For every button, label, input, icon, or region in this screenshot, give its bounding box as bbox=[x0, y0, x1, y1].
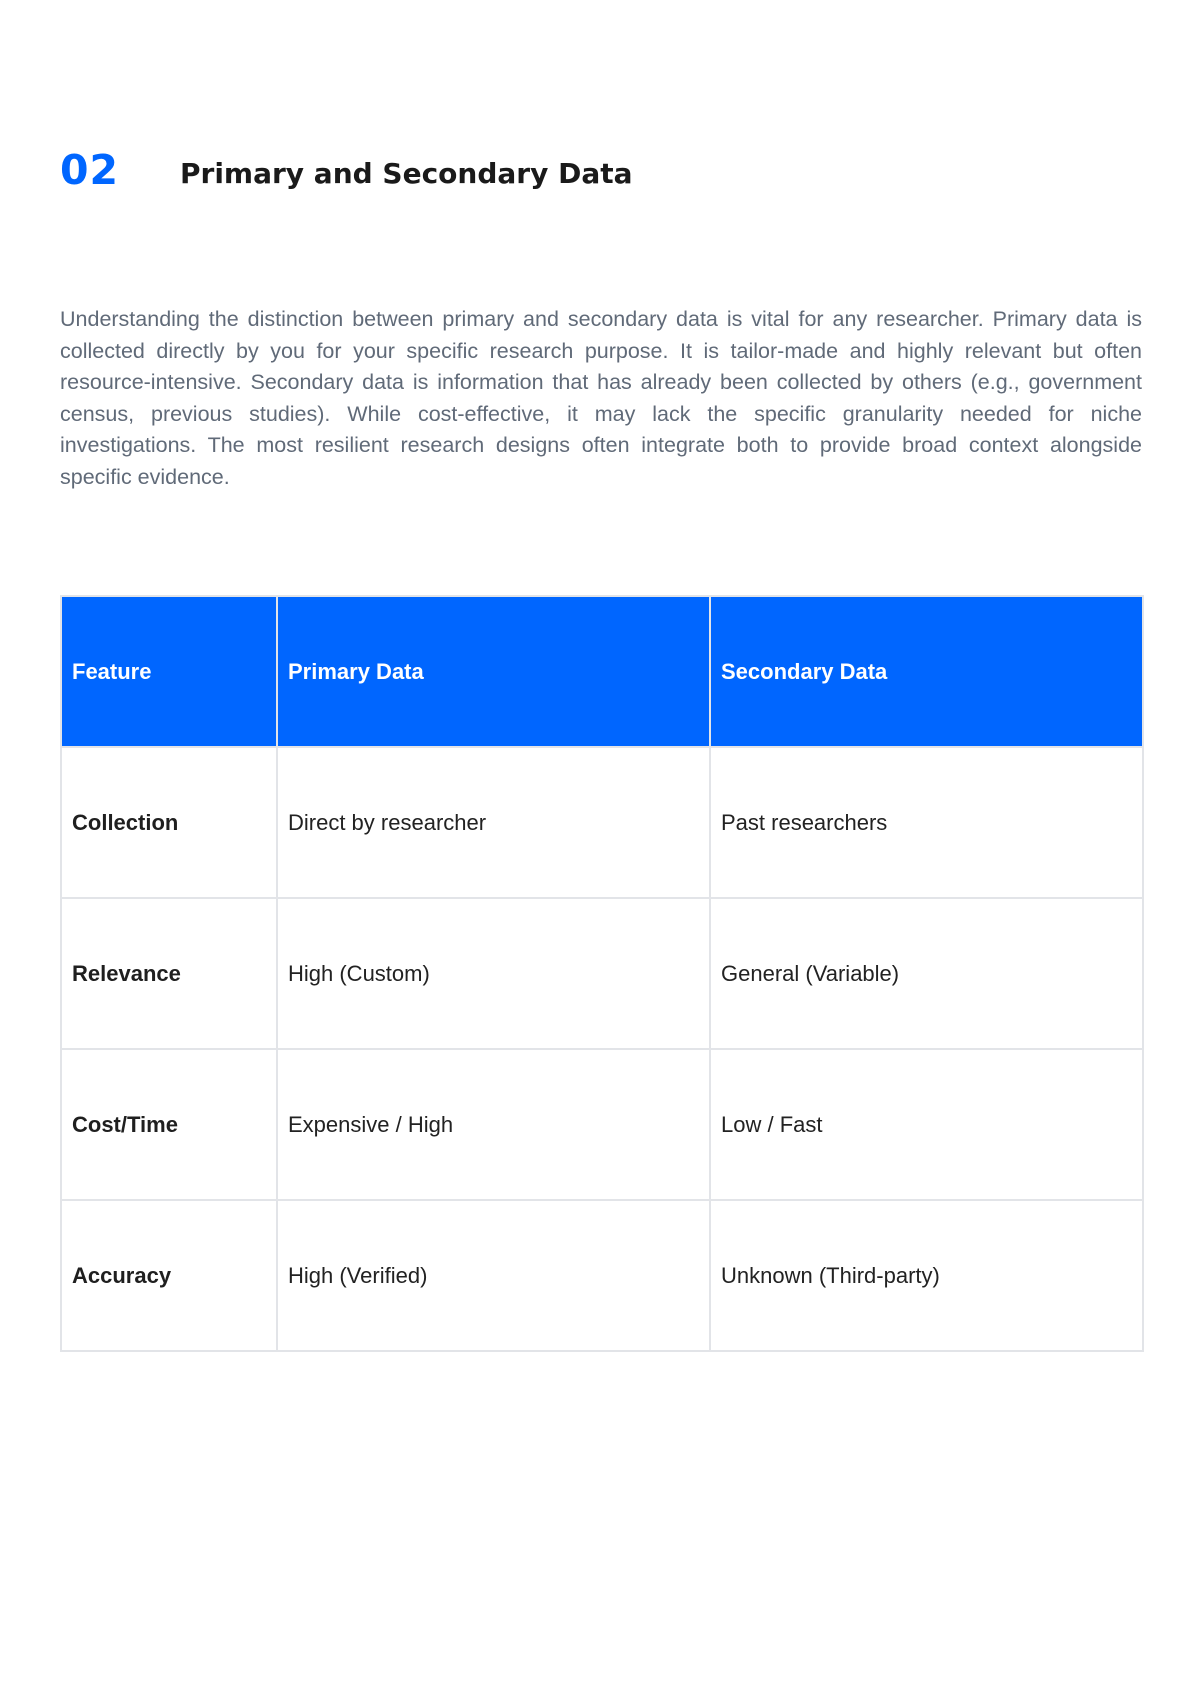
table-row bbox=[61, 1049, 1143, 1200]
feature-cell: Cost/Time bbox=[61, 1049, 277, 1200]
comparison-table bbox=[60, 595, 1144, 1352]
feature-cell: Relevance bbox=[61, 898, 277, 1049]
column-header-feature: Feature bbox=[61, 596, 277, 747]
primary-cell: Direct by researcher bbox=[277, 747, 710, 898]
feature-cell: Collection bbox=[61, 747, 277, 898]
column-header-secondary: Secondary Data bbox=[710, 596, 1143, 747]
secondary-cell: Unknown (Third-party) bbox=[710, 1200, 1143, 1351]
primary-cell: High (Custom) bbox=[277, 898, 710, 1049]
feature-cell: Accuracy bbox=[61, 1200, 277, 1351]
secondary-cell: Past researchers bbox=[710, 747, 1143, 898]
table-row bbox=[61, 898, 1143, 1049]
section-header bbox=[60, 140, 1140, 200]
table-row bbox=[61, 1200, 1143, 1351]
intro-paragraph: Understanding the distinction between primary and secondary data is vital for any researcher. Primary data is collected directly by you for your specific research purpose. It is tailor-made and highly relevant but often resource-intensive. Secondary data is information that has already been collected by others (e.g., government census, previous studies). While cost-effective, it may lack the specific granularity needed for niche investigations. The most resilient research designs often integrate both to provide broad context alongside specific evidence. bbox=[60, 307, 1142, 489]
table-header-row bbox=[61, 596, 1143, 747]
section-title: Primary and Secondary Data bbox=[180, 157, 633, 190]
primary-cell: High (Verified) bbox=[277, 1200, 710, 1351]
section-number: 02 bbox=[60, 146, 120, 194]
column-header-primary: Primary Data bbox=[277, 596, 710, 747]
secondary-cell: General (Variable) bbox=[710, 898, 1143, 1049]
primary-cell: Expensive / High bbox=[277, 1049, 710, 1200]
secondary-cell: Low / Fast bbox=[710, 1049, 1143, 1200]
table-row bbox=[61, 747, 1143, 898]
